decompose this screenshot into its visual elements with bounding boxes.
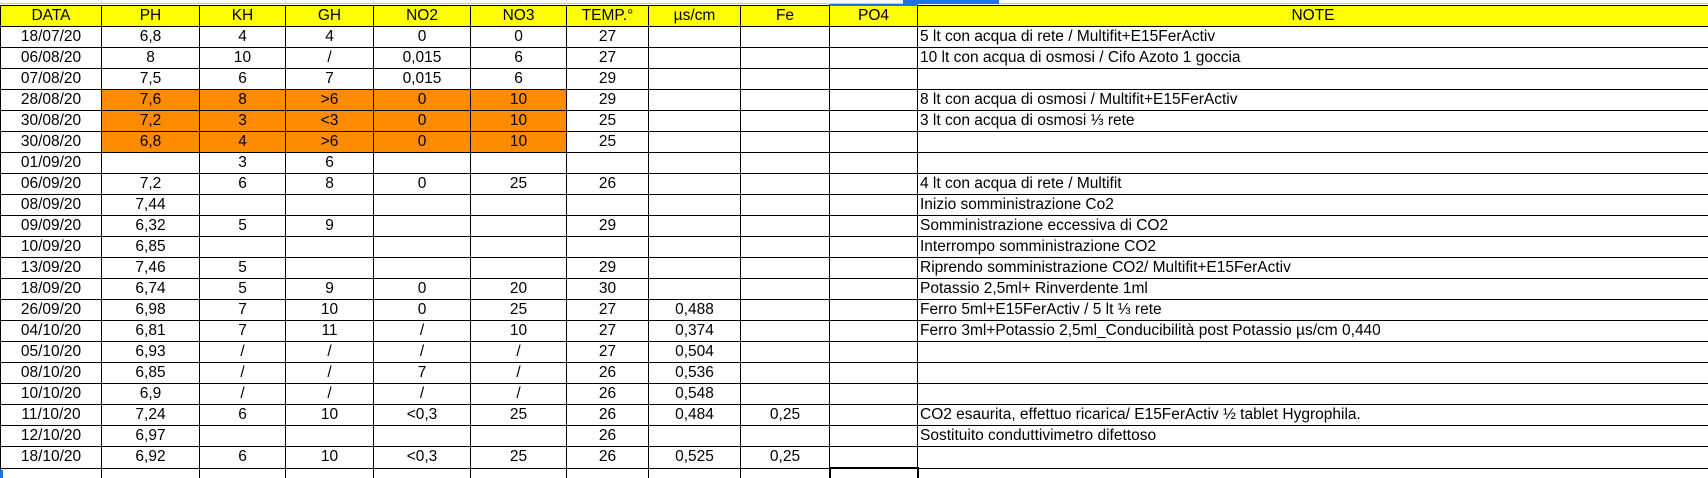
cell-no2[interactable] xyxy=(374,258,471,279)
cell-temp[interactable]: 27 xyxy=(567,321,649,342)
cell-note[interactable]: Riprendo somministrazione CO2/ Multifit+E15FerActiv xyxy=(918,258,1708,279)
cell-gh[interactable]: / xyxy=(286,384,374,405)
cell-data[interactable]: 10/10/20 xyxy=(1,384,102,405)
cell-kh[interactable] xyxy=(200,468,286,478)
cell-temp[interactable]: 30 xyxy=(567,279,649,300)
cell-conductivity[interactable] xyxy=(649,132,741,153)
cell-gh[interactable]: 8 xyxy=(286,174,374,195)
cell-no2[interactable] xyxy=(374,426,471,447)
cell-kh[interactable]: 3 xyxy=(200,153,286,174)
cell-kh[interactable] xyxy=(200,237,286,258)
cell-kh[interactable]: 6 xyxy=(200,447,286,469)
cell-no3[interactable]: 20 xyxy=(471,279,567,300)
cell-kh[interactable]: 6 xyxy=(200,69,286,90)
cell-fe[interactable] xyxy=(741,195,830,216)
table-row xyxy=(1,447,1708,469)
cell-temp[interactable]: 27 xyxy=(567,342,649,363)
cell-fe[interactable] xyxy=(741,90,830,111)
cell-temp[interactable]: 26 xyxy=(567,384,649,405)
cell-data[interactable]: 18/10/20 xyxy=(1,447,102,469)
cell-no3[interactable]: / xyxy=(471,384,567,405)
cell-po4[interactable] xyxy=(830,90,918,111)
cell-conductivity[interactable] xyxy=(649,111,741,132)
cell-no3[interactable] xyxy=(471,258,567,279)
table-row xyxy=(1,111,1708,132)
table-row xyxy=(1,69,1708,90)
cell-temp[interactable] xyxy=(567,195,649,216)
cell-kh[interactable]: 4 xyxy=(200,27,286,48)
cell-kh[interactable] xyxy=(200,195,286,216)
cell-conductivity[interactable] xyxy=(649,216,741,237)
cell-data[interactable]: 05/10/20 xyxy=(1,342,102,363)
cell-gh[interactable] xyxy=(286,468,374,478)
cell-temp[interactable]: 26 xyxy=(567,174,649,195)
table-row xyxy=(1,216,1708,237)
cell-gh[interactable] xyxy=(286,426,374,447)
cell-po4[interactable] xyxy=(830,426,918,447)
cell-note[interactable]: 8 lt con acqua di osmosi / Multifit+E15FerActiv xyxy=(918,90,1708,111)
cell-no3[interactable] xyxy=(471,216,567,237)
cell-data[interactable]: 18/09/20 xyxy=(1,279,102,300)
cell-po4[interactable] xyxy=(830,300,918,321)
cell-gh[interactable]: / xyxy=(286,363,374,384)
cell-data[interactable]: 01/09/20 xyxy=(1,153,102,174)
cell-ph[interactable]: 6,85 xyxy=(102,237,200,258)
cell-po4[interactable] xyxy=(830,27,918,48)
cell-data[interactable]: 07/08/20 xyxy=(1,69,102,90)
cell-conductivity[interactable] xyxy=(649,27,741,48)
table-row xyxy=(1,195,1708,216)
cell-gh[interactable]: 10 xyxy=(286,447,374,469)
cell-conductivity[interactable]: 0,488 xyxy=(649,300,741,321)
cell-gh[interactable]: 10 xyxy=(286,405,374,426)
cell-no2[interactable]: 0 xyxy=(374,300,471,321)
cell-no2[interactable] xyxy=(374,468,471,478)
cell-data[interactable]: 08/10/20 xyxy=(1,363,102,384)
cell-no2[interactable]: 0 xyxy=(374,174,471,195)
cell-no3[interactable]: 25 xyxy=(471,405,567,426)
cell-data[interactable]: 10/09/20 xyxy=(1,237,102,258)
cell-gh[interactable] xyxy=(286,258,374,279)
spreadsheet-grid[interactable] xyxy=(0,4,1708,478)
cell-data[interactable]: 09/09/20 xyxy=(1,216,102,237)
cell-kh[interactable]: 3 xyxy=(200,111,286,132)
column-header-po4[interactable]: PO4 xyxy=(830,5,918,27)
cell-ph[interactable]: 7,2 xyxy=(102,174,200,195)
cell-no2[interactable]: 0 xyxy=(374,27,471,48)
cell-no2[interactable]: 7 xyxy=(374,363,471,384)
cell-temp[interactable]: 29 xyxy=(567,90,649,111)
column-header-note[interactable]: NOTE xyxy=(918,5,1708,27)
cell-ph[interactable]: 6,92 xyxy=(102,447,200,469)
cell-note[interactable]: Ferro 3ml+Potassio 2,5ml_Conducibilità post Potassio µs/cm 0,440 xyxy=(918,321,1708,342)
cell-no2[interactable]: <0,3 xyxy=(374,447,471,469)
cell-data[interactable]: 04/10/20 xyxy=(1,321,102,342)
cell-gh[interactable]: 7 xyxy=(286,69,374,90)
cell-temp[interactable] xyxy=(567,468,649,478)
cell-fe[interactable] xyxy=(741,174,830,195)
cell-no3[interactable] xyxy=(471,426,567,447)
cell-no3[interactable]: 25 xyxy=(471,174,567,195)
cell-conductivity[interactable] xyxy=(649,195,741,216)
column-header-kh[interactable]: KH xyxy=(200,5,286,27)
table-row xyxy=(1,27,1708,48)
cell-data[interactable]: 06/09/20 xyxy=(1,174,102,195)
table-row xyxy=(1,90,1708,111)
table-body xyxy=(1,27,1708,478)
cell-gh[interactable]: 6 xyxy=(286,153,374,174)
cell-conductivity[interactable] xyxy=(649,174,741,195)
cell-po4[interactable] xyxy=(830,279,918,300)
cell-kh[interactable]: 5 xyxy=(200,258,286,279)
cell-po4[interactable] xyxy=(830,153,918,174)
water-parameters-table xyxy=(0,4,1708,478)
cell-kh[interactable]: 7 xyxy=(200,300,286,321)
cell-data[interactable]: 28/08/20 xyxy=(1,90,102,111)
cell-fe[interactable] xyxy=(741,363,830,384)
cell-no3[interactable]: 25 xyxy=(471,300,567,321)
cell-temp[interactable]: 25 xyxy=(567,132,649,153)
cell-note[interactable]: 4 lt con acqua di rete / Multifit xyxy=(918,174,1708,195)
cell-conductivity[interactable] xyxy=(649,468,741,478)
cell-po4[interactable] xyxy=(830,48,918,69)
cell-note[interactable] xyxy=(918,468,1708,478)
cell-temp[interactable] xyxy=(567,153,649,174)
cell-no3[interactable]: 6 xyxy=(471,69,567,90)
row-selection-indicator xyxy=(0,470,3,478)
table-row xyxy=(1,279,1708,300)
cell-no3[interactable] xyxy=(471,237,567,258)
cell-kh[interactable]: 8 xyxy=(200,90,286,111)
cell-fe[interactable] xyxy=(741,237,830,258)
header-row xyxy=(1,5,1708,27)
cell-po4[interactable] xyxy=(830,342,918,363)
cell-kh[interactable] xyxy=(200,426,286,447)
cell-no2[interactable]: / xyxy=(374,321,471,342)
cell-conductivity[interactable] xyxy=(649,153,741,174)
column-header-no2[interactable]: NO2 xyxy=(374,5,471,27)
column-header-data[interactable]: DATA xyxy=(1,5,102,27)
cell-note[interactable]: 10 lt con acqua di osmosi / Cifo Azoto 1 goccia xyxy=(918,48,1708,69)
cell-note[interactable]: Potassio 2,5ml+ Rinverdente 1ml xyxy=(918,279,1708,300)
cell-note[interactable]: Somministrazione eccessiva di CO2 xyxy=(918,216,1708,237)
cell-no2[interactable] xyxy=(374,153,471,174)
cell-conductivity[interactable]: 0,548 xyxy=(649,384,741,405)
cell-no2[interactable] xyxy=(374,237,471,258)
cell-ph[interactable]: 7,5 xyxy=(102,69,200,90)
cell-data[interactable]: 18/07/20 xyxy=(1,27,102,48)
cell-fe[interactable] xyxy=(741,153,830,174)
cell-fe[interactable] xyxy=(741,111,830,132)
cell-note[interactable]: Interrompo somministrazione CO2 xyxy=(918,237,1708,258)
cell-note[interactable] xyxy=(918,69,1708,90)
cell-gh[interactable]: <3 xyxy=(286,111,374,132)
cell-no3[interactable] xyxy=(471,468,567,478)
cell-gh[interactable]: >6 xyxy=(286,90,374,111)
cell-no3[interactable] xyxy=(471,195,567,216)
cell-conductivity[interactable]: 0,536 xyxy=(649,363,741,384)
table-row xyxy=(1,237,1708,258)
cell-ph[interactable]: 6,85 xyxy=(102,363,200,384)
cell-ph[interactable]: 7,44 xyxy=(102,195,200,216)
cell-kh[interactable]: / xyxy=(200,363,286,384)
cell-ph[interactable]: 6,9 xyxy=(102,384,200,405)
cell-gh[interactable]: 9 xyxy=(286,279,374,300)
cell-note[interactable]: CO2 esaurita, effettuo ricarica/ E15FerActiv ½ tablet Hygrophila. xyxy=(918,405,1708,426)
cell-no2[interactable] xyxy=(374,195,471,216)
cell-fe[interactable] xyxy=(741,132,830,153)
column-header-fe[interactable]: Fe xyxy=(741,5,830,27)
cell-ph[interactable]: 7,46 xyxy=(102,258,200,279)
cell-po4[interactable] xyxy=(830,69,918,90)
cell-note[interactable]: Sostituito conduttivimetro difettoso xyxy=(918,426,1708,447)
cell-note[interactable] xyxy=(918,132,1708,153)
cell-po4[interactable] xyxy=(830,321,918,342)
cell-no2[interactable]: 0,015 xyxy=(374,69,471,90)
cell-data[interactable]: 30/08/20 xyxy=(1,132,102,153)
cell-gh[interactable]: 11 xyxy=(286,321,374,342)
cell-ph[interactable]: 7,24 xyxy=(102,405,200,426)
cell-po4[interactable] xyxy=(830,468,918,478)
cell-fe[interactable] xyxy=(741,342,830,363)
cell-fe[interactable] xyxy=(741,216,830,237)
cell-note[interactable] xyxy=(918,342,1708,363)
table-row xyxy=(1,405,1708,426)
cell-fe[interactable] xyxy=(741,384,830,405)
table-row xyxy=(1,342,1708,363)
cell-no3[interactable]: 10 xyxy=(471,90,567,111)
cell-kh[interactable]: 5 xyxy=(200,216,286,237)
cell-fe[interactable] xyxy=(741,300,830,321)
cell-data[interactable] xyxy=(1,468,102,478)
cell-data[interactable]: 06/08/20 xyxy=(1,48,102,69)
cell-conductivity[interactable]: 0,504 xyxy=(649,342,741,363)
cell-fe[interactable]: 0,25 xyxy=(741,447,830,469)
cell-note[interactable]: 5 lt con acqua di rete / Multifit+E15FerActiv xyxy=(918,27,1708,48)
cell-no2[interactable]: 0 xyxy=(374,132,471,153)
cell-fe[interactable] xyxy=(741,69,830,90)
cell-temp[interactable]: 27 xyxy=(567,27,649,48)
cell-po4[interactable] xyxy=(830,111,918,132)
cell-note[interactable] xyxy=(918,153,1708,174)
cell-temp[interactable]: 25 xyxy=(567,111,649,132)
cell-temp[interactable]: 26 xyxy=(567,405,649,426)
cell-po4[interactable] xyxy=(830,237,918,258)
cell-ph[interactable]: 7,2 xyxy=(102,111,200,132)
cell-ph[interactable]: 6,32 xyxy=(102,216,200,237)
cell-fe[interactable] xyxy=(741,27,830,48)
cell-temp[interactable]: 26 xyxy=(567,447,649,469)
cell-kh[interactable]: 6 xyxy=(200,405,286,426)
cell-no2[interactable]: 0,015 xyxy=(374,48,471,69)
cell-temp[interactable]: 29 xyxy=(567,258,649,279)
cell-no3[interactable]: 6 xyxy=(471,48,567,69)
cell-data[interactable]: 12/10/20 xyxy=(1,426,102,447)
cell-conductivity[interactable] xyxy=(649,90,741,111)
cell-temp[interactable]: 27 xyxy=(567,48,649,69)
cell-conductivity[interactable] xyxy=(649,279,741,300)
cell-po4[interactable] xyxy=(830,174,918,195)
cell-data[interactable]: 08/09/20 xyxy=(1,195,102,216)
cell-conductivity[interactable] xyxy=(649,237,741,258)
cell-ph[interactable]: 6,8 xyxy=(102,132,200,153)
cell-ph[interactable]: 6,8 xyxy=(102,27,200,48)
cell-conductivity[interactable]: 0,484 xyxy=(649,405,741,426)
cell-note[interactable]: 3 lt con acqua di osmosi ⅓ rete xyxy=(918,111,1708,132)
cell-gh[interactable]: >6 xyxy=(286,132,374,153)
table-row xyxy=(1,48,1708,69)
cell-gh[interactable] xyxy=(286,237,374,258)
cell-po4[interactable] xyxy=(830,195,918,216)
cell-kh[interactable]: 6 xyxy=(200,174,286,195)
cell-temp[interactable]: 29 xyxy=(567,216,649,237)
cell-fe[interactable] xyxy=(741,426,830,447)
cell-po4[interactable] xyxy=(830,384,918,405)
cell-no3[interactable]: 0 xyxy=(471,27,567,48)
cell-data[interactable]: 11/10/20 xyxy=(1,405,102,426)
table-row xyxy=(1,468,1708,478)
cell-gh[interactable] xyxy=(286,195,374,216)
cell-note[interactable]: Ferro 5ml+E15FerActiv / 5 lt ⅓ rete xyxy=(918,300,1708,321)
table-row xyxy=(1,258,1708,279)
cell-kh[interactable]: / xyxy=(200,384,286,405)
cell-kh[interactable]: 4 xyxy=(200,132,286,153)
cell-no2[interactable] xyxy=(374,216,471,237)
cell-ph[interactable] xyxy=(102,468,200,478)
cell-gh[interactable]: 4 xyxy=(286,27,374,48)
cell-temp[interactable]: 26 xyxy=(567,426,649,447)
cell-conductivity[interactable] xyxy=(649,258,741,279)
cell-ph[interactable] xyxy=(102,153,200,174)
cell-conductivity[interactable]: 0,374 xyxy=(649,321,741,342)
cell-kh[interactable]: 10 xyxy=(200,48,286,69)
cell-no2[interactable]: 0 xyxy=(374,279,471,300)
cell-ph[interactable]: 8 xyxy=(102,48,200,69)
cell-data[interactable]: 26/09/20 xyxy=(1,300,102,321)
table-row xyxy=(1,384,1708,405)
cell-ph[interactable]: 6,81 xyxy=(102,321,200,342)
cell-po4[interactable] xyxy=(830,258,918,279)
cell-temp[interactable]: 29 xyxy=(567,69,649,90)
cell-gh[interactable]: / xyxy=(286,48,374,69)
cell-no3[interactable]: 10 xyxy=(471,111,567,132)
table-row xyxy=(1,363,1708,384)
table-row xyxy=(1,321,1708,342)
cell-conductivity[interactable]: 0,525 xyxy=(649,447,741,469)
cell-kh[interactable]: / xyxy=(200,342,286,363)
column-header-temp[interactable]: TEMP.° xyxy=(567,5,649,27)
column-header-ph[interactable]: PH xyxy=(102,5,200,27)
table-row xyxy=(1,153,1708,174)
cell-ph[interactable]: 6,74 xyxy=(102,279,200,300)
cell-note[interactable] xyxy=(918,447,1708,469)
cell-data[interactable]: 13/09/20 xyxy=(1,258,102,279)
cell-no3[interactable]: 25 xyxy=(471,447,567,469)
cell-gh[interactable]: 10 xyxy=(286,300,374,321)
cell-no2[interactable]: / xyxy=(374,384,471,405)
cell-no2[interactable]: <0,3 xyxy=(374,405,471,426)
cell-data[interactable]: 30/08/20 xyxy=(1,111,102,132)
cell-ph[interactable]: 6,98 xyxy=(102,300,200,321)
column-header-no3[interactable]: NO3 xyxy=(471,5,567,27)
cell-no3[interactable] xyxy=(471,153,567,174)
table-row xyxy=(1,426,1708,447)
cell-note[interactable]: Inizio somministrazione Co2 xyxy=(918,195,1708,216)
cell-conductivity[interactable] xyxy=(649,426,741,447)
cell-fe[interactable] xyxy=(741,258,830,279)
cell-po4[interactable] xyxy=(830,216,918,237)
cell-temp[interactable]: 26 xyxy=(567,363,649,384)
cell-no2[interactable]: / xyxy=(374,342,471,363)
cell-kh[interactable]: 7 xyxy=(200,321,286,342)
cell-fe[interactable]: 0,25 xyxy=(741,405,830,426)
cell-gh[interactable]: / xyxy=(286,342,374,363)
table-row xyxy=(1,174,1708,195)
cell-gh[interactable]: 9 xyxy=(286,216,374,237)
cell-no2[interactable]: 0 xyxy=(374,90,471,111)
column-header-gh[interactable]: GH xyxy=(286,5,374,27)
cell-fe[interactable] xyxy=(741,321,830,342)
cell-no3[interactable]: / xyxy=(471,342,567,363)
cell-no3[interactable]: 10 xyxy=(471,132,567,153)
table-row xyxy=(1,132,1708,153)
table-row xyxy=(1,300,1708,321)
cell-conductivity[interactable] xyxy=(649,48,741,69)
cell-no3[interactable]: 10 xyxy=(471,321,567,342)
cell-po4[interactable] xyxy=(830,363,918,384)
cell-note[interactable] xyxy=(918,363,1708,384)
cell-ph[interactable]: 6,97 xyxy=(102,426,200,447)
cell-ph[interactable]: 7,6 xyxy=(102,90,200,111)
cell-ph[interactable]: 6,93 xyxy=(102,342,200,363)
cell-no3[interactable]: / xyxy=(471,363,567,384)
cell-no2[interactable]: 0 xyxy=(374,111,471,132)
cell-kh[interactable]: 5 xyxy=(200,279,286,300)
cell-po4[interactable] xyxy=(830,447,918,469)
cell-fe[interactable] xyxy=(741,468,830,478)
column-header-conductivity[interactable]: µs/cm xyxy=(649,5,741,27)
cell-po4[interactable] xyxy=(830,132,918,153)
cell-po4[interactable] xyxy=(830,405,918,426)
cell-temp[interactable]: 27 xyxy=(567,300,649,321)
cell-fe[interactable] xyxy=(741,279,830,300)
cell-note[interactable] xyxy=(918,384,1708,405)
cell-fe[interactable] xyxy=(741,48,830,69)
cell-conductivity[interactable] xyxy=(649,69,741,90)
cell-temp[interactable] xyxy=(567,237,649,258)
